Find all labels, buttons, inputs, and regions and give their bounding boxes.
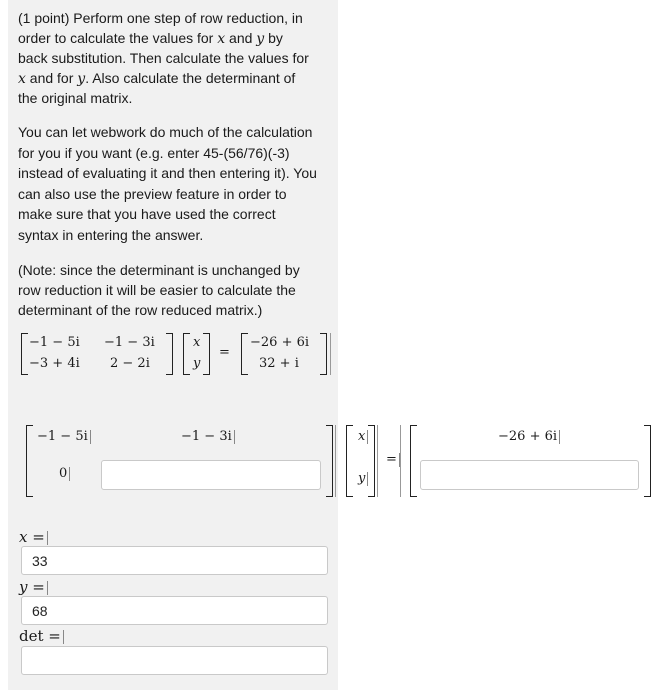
- matrix-a21: −3 + 4i: [29, 356, 80, 371]
- var-x: x: [217, 31, 226, 47]
- matrix-right-bracket: [166, 333, 173, 375]
- y-label: y =: [19, 578, 48, 596]
- p2-line-6: syntax in entering the answer.: [18, 227, 204, 243]
- p1-text: by: [264, 30, 283, 46]
- divider: [377, 425, 378, 497]
- p1-line-2: [18, 28, 330, 50]
- reduced-a21: 0: [59, 466, 70, 481]
- vector-right-bracket: [203, 333, 210, 375]
- reduced-matrix-right-bracket: [326, 425, 333, 497]
- p2-line-2: for you if you want (e.g. enter 45-(56/76)(-3): [18, 145, 290, 161]
- var-y: y: [77, 71, 86, 87]
- p3-line-3: determinant of the row reduced matrix.): [18, 302, 263, 318]
- p1-line-4: [18, 68, 330, 90]
- rhs-b2: 32 + i: [259, 356, 299, 371]
- matrix-left-bracket: [21, 333, 28, 375]
- p2-line-5: make sure that you have used the correct: [18, 206, 276, 222]
- matrix-a12: −1 − 3i: [104, 335, 155, 350]
- y-answer-input[interactable]: 68: [21, 596, 328, 625]
- p1-text: and for: [25, 70, 78, 86]
- text-cursor: [69, 467, 70, 481]
- reduced-a22-input[interactable]: [101, 460, 321, 490]
- p3-line-2: row reduction it will be easier to calculate the: [18, 282, 296, 298]
- p1-line-5: the original matrix.: [18, 90, 133, 106]
- vector-left-bracket: [183, 333, 190, 375]
- text-cursor: [47, 581, 48, 595]
- rhs-left-bracket: [241, 333, 248, 375]
- reduced-a11: −1 − 5i: [37, 429, 91, 444]
- p3-line-1: (Note: since the determinant is unchanged by: [18, 262, 300, 278]
- reduced-matrix-left-bracket: [26, 425, 33, 497]
- matrix-a22: 2 − 2i: [110, 356, 150, 371]
- p2-line-4: can also use the preview feature in order to: [18, 186, 287, 202]
- reduced-vector-y: y: [358, 471, 368, 486]
- x-answer-input[interactable]: 33: [21, 546, 328, 575]
- equals-sign: =: [219, 345, 230, 360]
- det-label: det =: [19, 627, 64, 645]
- reduced-vector-left-bracket: [346, 425, 353, 497]
- reduced-b2-input[interactable]: [420, 460, 639, 490]
- p1-text: . Also calculate the determinant of: [85, 70, 296, 86]
- reduced-equals-sign: =: [386, 452, 400, 467]
- rhs-right-bracket: [320, 333, 327, 375]
- rhs-b1: −26 + 6i: [250, 335, 310, 350]
- var-y: y: [256, 31, 265, 47]
- reduced-vector-right-bracket: [368, 425, 375, 497]
- p1-line-1: (1 point) Perform one step of row reduction, in: [18, 10, 303, 26]
- vector-y: y: [193, 356, 201, 371]
- reduced-rhs-right-bracket: [644, 425, 651, 497]
- p1-text: order to calculate the values for: [18, 30, 218, 46]
- p1-text: and: [225, 30, 257, 46]
- text-cursor: [559, 430, 560, 444]
- text-cursor: [47, 531, 48, 545]
- divider: [400, 425, 401, 497]
- vector-x: x: [193, 335, 201, 350]
- p2-line-3: instead of evaluating it and then entering it). You: [18, 165, 317, 181]
- text-cursor: [63, 630, 64, 644]
- reduced-vector-x: x: [358, 429, 368, 444]
- divider: [330, 333, 331, 375]
- reduced-a12: −1 − 3i: [181, 429, 235, 444]
- reduced-rhs-left-bracket: [410, 425, 417, 497]
- divider: [335, 425, 336, 497]
- det-answer-input[interactable]: [21, 646, 328, 675]
- p1-line-3: back substitution. Then calculate the values for: [18, 50, 309, 66]
- var-x: x: [18, 71, 26, 87]
- text-cursor: [234, 430, 235, 444]
- x-label: x =: [19, 528, 48, 546]
- reduced-b1: −26 + 6i: [498, 429, 560, 444]
- text-cursor: [90, 430, 91, 444]
- matrix-a11: −1 − 5i: [29, 335, 80, 350]
- p2-line-1: You can let webwork do much of the calculation: [18, 124, 313, 140]
